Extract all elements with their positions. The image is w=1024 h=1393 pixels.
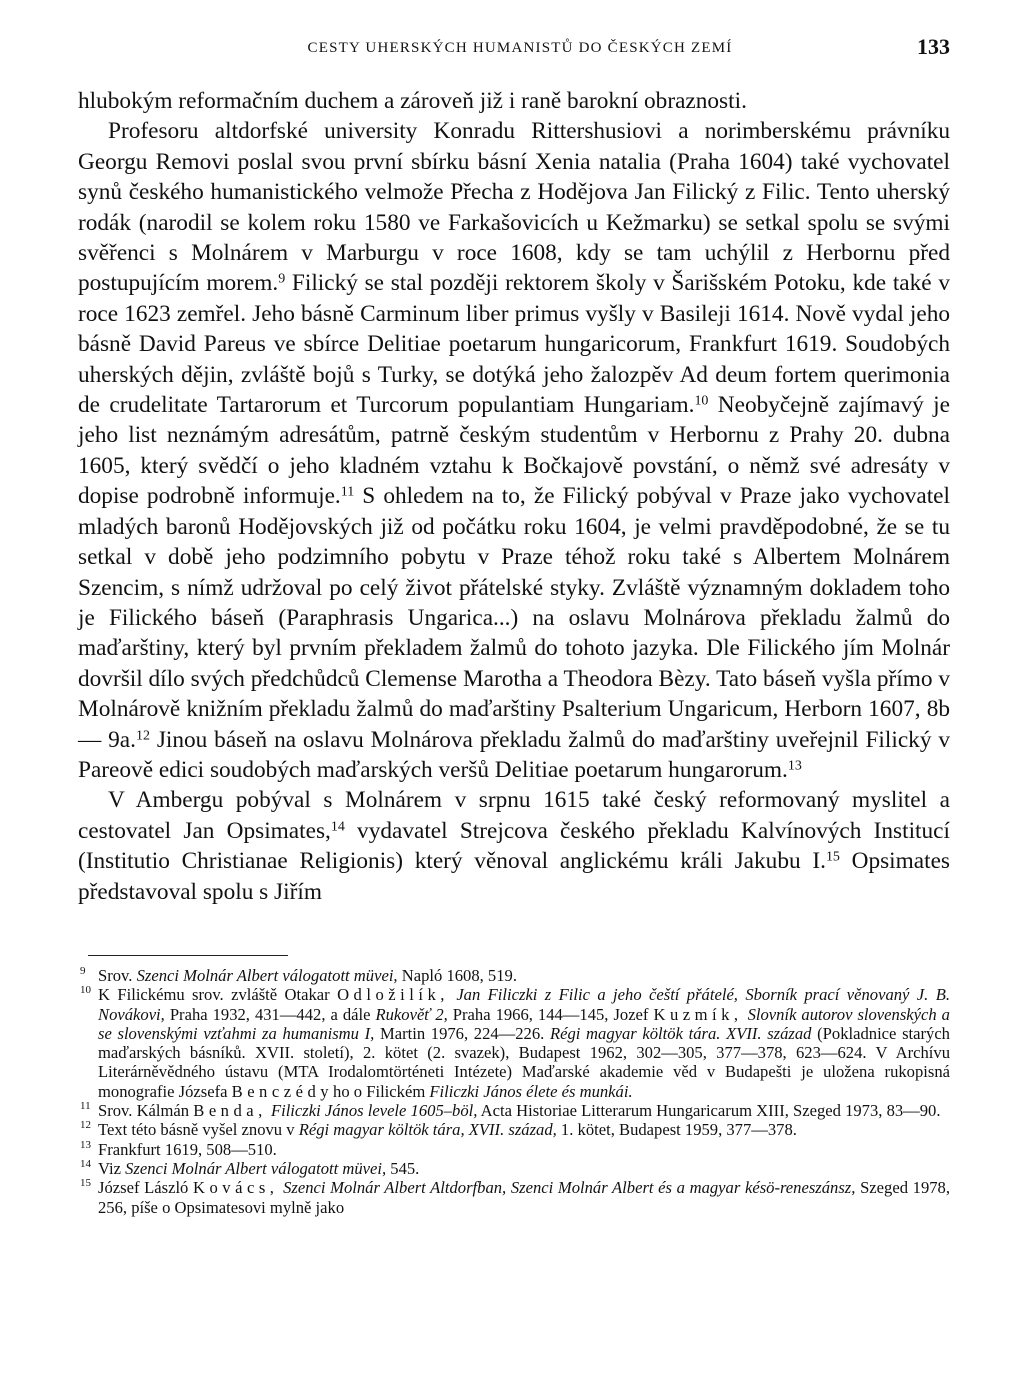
text-run: Praha 1932, 431—442, a dále [164,1004,376,1024]
text-run: Szeged 1978, 256, píše o Opsimatesovi mylně jako [98,1178,950,1217]
text-run: V Ambergu pobýval s Molnárem v srpnu 1615 také český reformovaný myslitel a cestovatel Jan Opsimates, [78,787,950,844]
paragraph-filicky [78,116,950,785]
italic-title: Szenci Molnár Albert válogatott müvei, [136,966,398,985]
text-run: József László [98,1178,194,1198]
text-run: K Filickému srov. zvláště Otakar [98,985,338,1005]
text-run: Srov. Kálmán [98,1101,194,1121]
italic-title: Szenci Molnár Albert Altdorfban, Szenci Molnár Albert és a magyar késö-reneszánsz, [283,1178,856,1198]
text-run: 545. [386,1158,420,1178]
text-run: 1. kötet, Budapest 1959, 377—378. [556,1120,797,1140]
text-run: Profesoru altdorfské university Konradu Rittershusiovi a norimberskému právníku Georgu Removi poslal svou první sbírku básní Xenia natalia (Praha 1604) také vychovatel synů českého humanistického velmože Přecha z Hodějova Jan Filický z Filic. Tento uherský rodák (narodil se kolem roku 1580 ve Farkašovicích u Kežmarku) se setkal spolu se svými svěřenci s Molnárem v Marburgu v roce 1608, kdy se tam uchýlil z Herbornu před postupujícím morem. [78,118,950,297]
footnote-10 [80,985,950,1101]
footnote-ref-13: 13 [787,758,802,774]
text-run: Acta Historiae Litterarum Hungaricarum XIII, Szeged 1973, 83—90. [477,1101,941,1121]
text-run: Opsimates představoval spolu s Jiřím [78,848,950,905]
footnote-divider [88,955,288,956]
text-run: Neobyčejně zajímavý je jeho list neznámým adresátům, patrně českým studentům v Herbornu z Prahy 20. dubna 1605, který svědčí o jeho kladném vztahu k Bočkajově povstání, o němž své adresáty v dopise podrobně informuje. [78,392,950,510]
footnote-number: 13 [80,1138,91,1151]
spaced-author: Benczédy [231,1081,334,1101]
page-number: 133 [917,34,950,59]
paragraph-opsimates [78,785,950,907]
italic-title: Filiczki János levele 1605–böl, [270,1101,478,1121]
footnote-13 [80,1140,950,1159]
footnote-number: 12 [80,1119,91,1132]
italic-title: Rukověť 2, [375,1004,448,1024]
text-run: vydavatel Strejcova českého překladu Kalvínových Institucí (Institutio Christianae Religionis) který věnoval anglickému králi Jakubu I. [78,817,950,875]
text-run: Srov. [98,966,137,985]
text-run: hlubokým reformačním duchem a zároveň již i raně barokní obraznosti. [78,88,747,114]
text-run: Frankfurt 1619, 508—510. [98,1139,277,1159]
footnote-number: 10 [80,984,91,997]
footnote-ref-15: 15 [825,849,840,865]
footnote-15 [80,1178,950,1217]
italic-title: Régi magyar költök tára, XVII. század, [298,1120,557,1140]
footnote-14 [80,1159,950,1178]
text-run: ho o Filickém [333,1081,430,1101]
text-run: (Pokladnice starých maďarských básníků. XVII. století), 2. kötet (2. svazek), Budapest 1962, 302—305, 377—378, 623—624. V Archívu Literárněvědného ústavu (MTA Irodalomtörténeti Intézete) Maďarské akademie věd v Budapešti je uložena rukopisná monografie Józsefa [98,1023,950,1101]
text-run: Martin 1976, 224—226. [374,1023,550,1043]
italic-title: Szenci Molnár Albert válogatott müvei, [125,1158,387,1178]
text-run: Napló 1608, 519. [397,966,517,985]
footnote-number: 11 [80,1100,91,1113]
page-header [80,28,960,68]
footnote-11 [80,1101,950,1120]
footnote-ref-14: 14 [330,819,345,835]
footnote-ref-9: 9 [278,271,286,287]
body-text [78,86,950,907]
running-head: CESTY UHERSKÝCH HUMANISTŮ DO ČESKÝCH ZEMÍ [307,40,733,56]
footnotes [80,966,950,1217]
footnote-number: 14 [80,1157,91,1170]
italic-title: Filiczki János élete és munkái. [429,1081,633,1101]
spaced-author: Odložilík, [337,985,449,1005]
spaced-author: Benda, [193,1101,267,1121]
footnote-9 [80,966,950,985]
text-run: S ohledem na to, že Filický pobýval v Praze jako vychovatel mladých baronů Hodějovských již od počátku roku 1604, je velmi pravděpodobné, že se tu setkal v době jeho podzimního pobytu v Praze téhož roku také s Albertem Molnárem Szencim, s nímž udržoval po celý život přátelské styky. Zvláště významným dokladem toho je Filického báseň (Paraphrasis Ungarica...) na oslavu Molnárova překladu žalmů do maďarštiny, který byl prvním překladem žalmů do tohoto jazyka. Dle Filického jím Molnár dovršil dílo svých předchůdců Clemense Marotha a Theodora Bèzy. Tato báseň vyšla přímo v Molnárově knižním překladu žalmů do maďarštiny Psalterium Ungaricum, Herborn 1607, 8b — 9a. [78,483,951,753]
footnote-ref-10: 10 [694,393,709,409]
footnote-number: 9 [80,965,86,977]
text-run: Text této básně vyšel znovu v [98,1120,299,1140]
footnote-ref-11: 11 [340,484,355,500]
spaced-author: Kuzmík, [653,1004,743,1024]
italic-title: Slovník autorov slovenských a se slovenskými vzťahmi za humanismu I, [98,1004,950,1043]
text-run: Jinou báseň na oslavu Molnárova překladu žalmů do maďarštiny uveřejnil Filický v Pareově edici soudobých maďarských veršů Delitiae poetarum hungarorum. [78,726,950,783]
text-run: Filický se stal později rektorem školy v Šarišském Potoku, kde také v roce 1623 zemřel. Jeho básně Carminum liber primus vyšly v Basileji 1614. Nově vydal jeho básně David Pareus ve sbírce Delitiae poetarum hungaricorum, Frankfurt 1619. Soudobých uherských dějin, zvláště bojů s Turky, se dotýká jeho žalozpěv Ad deum fortem querimonia de crudelitate Tartarorum et Turcorum populantiam Hungariam. [78,270,950,419]
text-run: Praha 1966, 144—145, Jozef [447,1004,654,1024]
italic-title: Régi magyar költök tára. XVII. század [549,1023,812,1043]
spaced-author: Kovács, [193,1178,279,1198]
paragraph-continuation [78,86,950,116]
footnote-12 [80,1120,950,1139]
text-run: Viz [98,1158,126,1178]
italic-title: Jan Filiczki z Filic a jeho čeští přátelé, Sborník prací věnovaný J. B. Novákovi, [98,985,950,1024]
footnote-number: 15 [80,1177,91,1190]
footnote-ref-12: 12 [135,727,150,743]
